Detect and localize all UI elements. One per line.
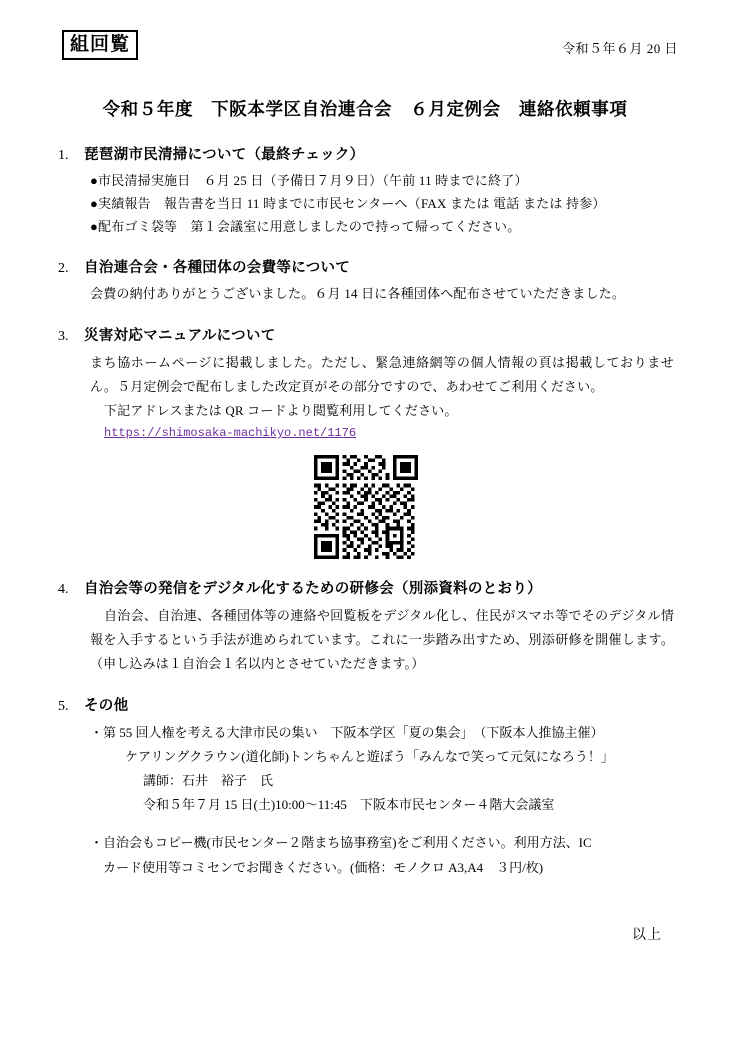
document-date: 令和５年６月 20 日 (561, 41, 678, 56)
sub-line: 第 55 回人権を考える大津市民の集い 下阪本学区「夏の集会」 （下阪本人推協主催） (103, 725, 604, 741)
section-title: 災害対応マニュアルについて (84, 328, 276, 344)
list-item (90, 831, 674, 879)
machikyo-url-link[interactable]: https://shimosaka-machikyo.net/1176 (104, 426, 357, 441)
list-item-text (103, 831, 674, 879)
section-title: その他 (84, 698, 129, 715)
section-number: 5. (58, 699, 69, 715)
section-item-5 (58, 694, 674, 879)
document-body (58, 143, 674, 880)
section-paragraph: 下記アドレスまたは QR コードより閲覧利用してください。 (104, 403, 458, 419)
qr-code-container (58, 455, 674, 559)
section-line: ●市民清掃実施日 ６月 25 日（予備日７月９日）（午前 11 時までに終了） (90, 173, 528, 188)
sub-line: 自治会もコピー機(市民センター２階まち協事務室)をご利用ください。利用方法、IC (103, 835, 592, 851)
sub-line: ケアリングクラウン(道化師)トンちゃんと遊ぼう「みんなで笑って元気になろう！」 (125, 749, 614, 765)
other-sub-list (90, 721, 674, 879)
qr-code-icon (314, 455, 418, 559)
section-item-3 (58, 324, 674, 559)
section-line: ●配布ゴミ袋等 第１会議室に用意しましたので持って帰ってください。 (90, 218, 521, 234)
section-heading (58, 324, 674, 345)
sub-line: カード使用等コミセンでお聞きください。(価格：モノクロ A3,A4 ３円/枚) (103, 859, 544, 875)
section-heading (58, 694, 674, 715)
section-paragraph: まち協ホームページに掲載しました。ただし、緊急連絡網等の個人情報の頁は掲載しておりません。５月定例会で配布しました改定頁がその部分ですので、あわせてご利用ください。 (90, 355, 674, 395)
sub-line: 講師：石井 裕子 氏 (143, 773, 274, 789)
section-line: 会費の納付ありがとうございました。６月 14 日に各種団体へ配布させていただきました。 (90, 286, 626, 302)
document-page (0, 30, 730, 1062)
section-number: 3. (58, 329, 69, 344)
bullet-dot: ・ (90, 725, 104, 741)
section-heading (58, 256, 674, 277)
document-header (62, 30, 678, 70)
section-paragraph: 自治会、自治連、各種団体等の連絡や回覧板をデジタル化し、住民がスマホ等でそのデジタル情報を入手するという手法が進められています。これに一歩踏み出すため、別添研修を開催します。（申し込みは１自治会１名以内とさせていただきます。） (90, 608, 674, 672)
page-title: 令和５年度 下阪本学区自治連合会 ６月定例会 連絡依頼事項 (102, 99, 628, 119)
list-item-text (103, 721, 674, 817)
section-number: 2. (58, 261, 69, 277)
circulation-stamp: 組回覧 (62, 30, 138, 60)
section-heading (58, 577, 674, 598)
section-item-2 (58, 256, 674, 306)
spacer (90, 817, 674, 831)
section-title: 自治会等の発信をデジタル化するための研修会（別添資料のとおり） (84, 581, 542, 598)
section-title: 琵琶湖市民清掃について（最終チェック） (84, 147, 365, 163)
list-item (90, 721, 674, 817)
section-number: 1. (58, 148, 69, 163)
section-number: 4. (58, 582, 69, 598)
section-title: 自治連合会・各種団体の会費等について (84, 260, 351, 277)
section-heading (58, 143, 674, 164)
section-item-4 (58, 577, 674, 676)
section-line: ●実績報告 報告書を当日 11 時までに市民センターへ（FAX または 電話 または 持参） (90, 195, 606, 211)
section-item-1 (58, 143, 674, 238)
closing-mark: 以上 (632, 927, 662, 943)
sub-line: 令和５年７月 15 日(土)10:00～11:45 下阪本市民センター４階大会議室 (143, 797, 555, 813)
bullet-dot: ・ (90, 835, 104, 851)
